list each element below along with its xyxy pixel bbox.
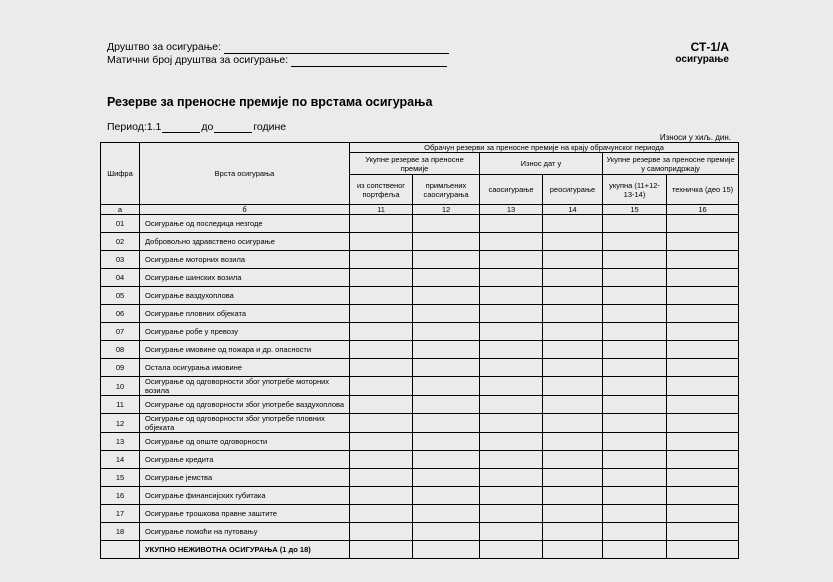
cell-total[interactable] — [603, 269, 667, 287]
header-share-given: Износ дат у — [480, 153, 603, 175]
reg-number-blank[interactable] — [291, 55, 447, 67]
cell-total[interactable] — [603, 523, 667, 541]
cell-total[interactable] — [603, 305, 667, 323]
cell-technical[interactable] — [667, 233, 739, 251]
cell-reinsurance[interactable] — [543, 487, 603, 505]
cell-received[interactable] — [413, 469, 480, 487]
company-label: Друштво за осигурање: — [107, 41, 221, 53]
reserves-table — [100, 142, 739, 559]
reg-number-label: Матични број друштва за осигурање: — [107, 54, 289, 66]
cell-technical[interactable] — [667, 215, 739, 233]
row-insurance-type: Осигурање од одговорности због употребе моторних возила — [140, 377, 350, 396]
row-insurance-type: Осигурање од одговорности због употребе ваздухоплова — [140, 396, 350, 414]
row-insurance-type: Осигурање имовине од пожара и др. опасности — [140, 341, 350, 359]
header-total: укупна (11+12-13-14) — [603, 175, 667, 205]
cell-own[interactable] — [350, 305, 413, 323]
table-row — [101, 505, 739, 523]
column-number: 15 — [603, 205, 667, 215]
cell-total[interactable] — [603, 323, 667, 341]
row-code: 01 — [101, 215, 140, 233]
table-row — [101, 414, 739, 433]
cell-total[interactable] — [603, 433, 667, 451]
row-insurance-type: Осигурање од одговорности због употребе пловних објеката — [140, 414, 350, 433]
cell-own[interactable] — [350, 215, 413, 233]
cell-received[interactable] — [413, 341, 480, 359]
cell-reinsurance[interactable] — [543, 523, 603, 541]
form-code-block — [675, 40, 729, 66]
row-code: 08 — [101, 341, 140, 359]
cell-technical[interactable] — [667, 251, 739, 269]
cell-received[interactable] — [413, 323, 480, 341]
column-number: 16 — [667, 205, 739, 215]
table-row — [101, 487, 739, 505]
row-code: 05 — [101, 287, 140, 305]
company-header — [107, 41, 449, 67]
period-from-blank[interactable] — [162, 122, 200, 133]
table-row — [101, 433, 739, 451]
units-note: Износи у хиљ. дин. — [659, 133, 731, 142]
cell-total[interactable] — [603, 505, 667, 523]
cell-reinsurance[interactable] — [543, 251, 603, 269]
row-insurance-type: Добровољно здравствено осигурање — [140, 233, 350, 251]
cell-reinsurance[interactable] — [543, 451, 603, 469]
cell-technical[interactable] — [667, 541, 739, 559]
cell-total[interactable] — [603, 469, 667, 487]
cell-own[interactable] — [350, 487, 413, 505]
cell-coinsurance[interactable] — [480, 287, 543, 305]
table-row — [101, 341, 739, 359]
cell-coinsurance[interactable] — [480, 341, 543, 359]
header-retention: Укупне резерве за преносне премије у самопридржају — [603, 153, 739, 175]
cell-coinsurance[interactable] — [480, 323, 543, 341]
cell-reinsurance[interactable] — [543, 505, 603, 523]
header-total-reserves: Укупне резерве за преносне премије — [350, 153, 480, 175]
cell-received[interactable] — [413, 414, 480, 433]
table-row — [101, 396, 739, 414]
row-code: 12 — [101, 414, 140, 433]
table-row — [101, 305, 739, 323]
cell-technical[interactable] — [667, 287, 739, 305]
cell-total[interactable] — [603, 233, 667, 251]
cell-received[interactable] — [413, 505, 480, 523]
cell-total[interactable] — [603, 341, 667, 359]
column-number: 12 — [413, 205, 480, 215]
column-number: 13 — [480, 205, 543, 215]
row-code: 16 — [101, 487, 140, 505]
column-number: 11 — [350, 205, 413, 215]
row-code: 03 — [101, 251, 140, 269]
cell-technical[interactable] — [667, 523, 739, 541]
cell-reinsurance[interactable] — [543, 233, 603, 251]
cell-own[interactable] — [350, 359, 413, 377]
cell-technical[interactable] — [667, 505, 739, 523]
row-code: 18 — [101, 523, 140, 541]
cell-reinsurance[interactable] — [543, 433, 603, 451]
cell-total[interactable] — [603, 541, 667, 559]
row-code: 09 — [101, 359, 140, 377]
row-code — [101, 541, 140, 559]
row-code: 07 — [101, 323, 140, 341]
table-row — [101, 251, 739, 269]
cell-reinsurance[interactable] — [543, 341, 603, 359]
row-code: 17 — [101, 505, 140, 523]
cell-technical[interactable] — [667, 433, 739, 451]
cell-received[interactable] — [413, 287, 480, 305]
row-insurance-type: Остала осигурања имовине — [140, 359, 350, 377]
header-technical: техничка (део 15) — [667, 175, 739, 205]
cell-total[interactable] — [603, 251, 667, 269]
table-row — [101, 215, 739, 233]
header-reinsurance: реосигурање — [543, 175, 603, 205]
cell-technical[interactable] — [667, 469, 739, 487]
row-code: 06 — [101, 305, 140, 323]
cell-reinsurance[interactable] — [543, 215, 603, 233]
cell-received[interactable] — [413, 359, 480, 377]
cell-received[interactable] — [413, 233, 480, 251]
row-insurance-type: Осигурање помоћи на путовању — [140, 523, 350, 541]
table-row — [101, 233, 739, 251]
cell-own[interactable] — [350, 377, 413, 396]
cell-own[interactable] — [350, 433, 413, 451]
cell-own[interactable] — [350, 414, 413, 433]
row-insurance-type: Осигурање шинских возила — [140, 269, 350, 287]
cell-reinsurance[interactable] — [543, 469, 603, 487]
cell-coinsurance[interactable] — [480, 251, 543, 269]
table-row — [101, 359, 739, 377]
cell-own[interactable] — [350, 541, 413, 559]
cell-received[interactable] — [413, 377, 480, 396]
cell-own[interactable] — [350, 396, 413, 414]
cell-own[interactable] — [350, 451, 413, 469]
table-row — [101, 287, 739, 305]
cell-technical[interactable] — [667, 451, 739, 469]
cell-technical[interactable] — [667, 305, 739, 323]
cell-coinsurance[interactable] — [480, 469, 543, 487]
row-insurance-type: Осигурање робе у превозу — [140, 323, 350, 341]
form-subtitle: осигурање — [675, 54, 729, 65]
row-insurance-type: Осигурање пловних објеката — [140, 305, 350, 323]
cell-own[interactable] — [350, 523, 413, 541]
cell-own[interactable] — [350, 469, 413, 487]
period-year-label: године — [253, 121, 287, 133]
cell-own[interactable] — [350, 341, 413, 359]
document-title: Резерве за преносне премије по врстама осигурања — [107, 95, 433, 109]
cell-reinsurance[interactable] — [543, 323, 603, 341]
period-line — [107, 121, 286, 133]
row-insurance-type: УКУПНО НЕЖИВОТНА ОСИГУРАЊА (1 до 18) — [140, 541, 350, 559]
cell-coinsurance[interactable] — [480, 215, 543, 233]
cell-total[interactable] — [603, 487, 667, 505]
column-number: 14 — [543, 205, 603, 215]
cell-own[interactable] — [350, 269, 413, 287]
table-row — [101, 523, 739, 541]
cell-reinsurance[interactable] — [543, 541, 603, 559]
column-number: а — [101, 205, 140, 215]
period-to-label: до — [201, 121, 214, 133]
cell-total[interactable] — [603, 215, 667, 233]
cell-coinsurance[interactable] — [480, 451, 543, 469]
cell-technical[interactable] — [667, 341, 739, 359]
cell-reinsurance[interactable] — [543, 414, 603, 433]
cell-coinsurance[interactable] — [480, 505, 543, 523]
header-main-group: Обрачун резерви за преносне премије на крају обрачунског периода — [350, 143, 739, 153]
cell-received[interactable] — [413, 523, 480, 541]
row-insurance-type: Осигурање јемства — [140, 469, 350, 487]
reg-number-line — [107, 54, 449, 67]
cell-reinsurance[interactable] — [543, 287, 603, 305]
cell-reinsurance[interactable] — [543, 269, 603, 287]
cell-total[interactable] — [603, 451, 667, 469]
cell-reinsurance[interactable] — [543, 377, 603, 396]
cell-technical[interactable] — [667, 269, 739, 287]
cell-own[interactable] — [350, 505, 413, 523]
header-code: Шифра — [101, 143, 140, 205]
cell-technical[interactable] — [667, 414, 739, 433]
cell-coinsurance[interactable] — [480, 487, 543, 505]
row-code: 13 — [101, 433, 140, 451]
row-insurance-type: Осигурање моторних возила — [140, 251, 350, 269]
period-label: Период:1.1 — [107, 121, 162, 133]
cell-own[interactable] — [350, 233, 413, 251]
cell-technical[interactable] — [667, 359, 739, 377]
row-insurance-type: Осигурање финансијских губитака — [140, 487, 350, 505]
total-row — [101, 541, 739, 559]
cell-received[interactable] — [413, 451, 480, 469]
header-received-coinsurance: примљених саосигурања — [413, 175, 480, 205]
cell-own[interactable] — [350, 323, 413, 341]
cell-technical[interactable] — [667, 487, 739, 505]
form-code: СТ-1/А — [690, 40, 729, 54]
cell-coinsurance[interactable] — [480, 433, 543, 451]
cell-received[interactable] — [413, 269, 480, 287]
cell-own[interactable] — [350, 287, 413, 305]
row-insurance-type: Осигурање кредита — [140, 451, 350, 469]
row-insurance-type: Осигурање ваздухоплова — [140, 287, 350, 305]
cell-coinsurance[interactable] — [480, 541, 543, 559]
table-row — [101, 323, 739, 341]
table-row — [101, 469, 739, 487]
table-row — [101, 269, 739, 287]
cell-total[interactable] — [603, 359, 667, 377]
table-row — [101, 377, 739, 396]
row-code: 15 — [101, 469, 140, 487]
cell-coinsurance[interactable] — [480, 305, 543, 323]
header-coinsurance: саосигурање — [480, 175, 543, 205]
row-insurance-type: Осигурање од последица незгоде — [140, 215, 350, 233]
cell-reinsurance[interactable] — [543, 396, 603, 414]
period-to-blank[interactable] — [214, 122, 252, 133]
cell-coinsurance[interactable] — [480, 233, 543, 251]
cell-received[interactable] — [413, 396, 480, 414]
company-name-blank[interactable] — [224, 42, 449, 54]
cell-total[interactable] — [603, 377, 667, 396]
cell-own[interactable] — [350, 251, 413, 269]
cell-technical[interactable] — [667, 377, 739, 396]
header-own-portfolio: из сопственог портфеља — [350, 175, 413, 205]
cell-total[interactable] — [603, 287, 667, 305]
cell-received[interactable] — [413, 215, 480, 233]
cell-received[interactable] — [413, 433, 480, 451]
company-line — [107, 41, 449, 54]
cell-technical[interactable] — [667, 323, 739, 341]
cell-received[interactable] — [413, 305, 480, 323]
row-code: 10 — [101, 377, 140, 396]
cell-technical[interactable] — [667, 396, 739, 414]
column-number-row — [101, 205, 739, 215]
cell-coinsurance[interactable] — [480, 377, 543, 396]
row-code: 02 — [101, 233, 140, 251]
cell-received[interactable] — [413, 487, 480, 505]
cell-received[interactable] — [413, 541, 480, 559]
row-code: 14 — [101, 451, 140, 469]
row-code: 11 — [101, 396, 140, 414]
table-row — [101, 451, 739, 469]
cell-total[interactable] — [603, 414, 667, 433]
cell-received[interactable] — [413, 251, 480, 269]
cell-total[interactable] — [603, 396, 667, 414]
cell-reinsurance[interactable] — [543, 359, 603, 377]
header-type: Врста осигурања — [140, 143, 350, 205]
cell-coinsurance[interactable] — [480, 396, 543, 414]
cell-coinsurance[interactable] — [480, 269, 543, 287]
row-code: 04 — [101, 269, 140, 287]
row-insurance-type: Осигурање трошкова правне заштите — [140, 505, 350, 523]
row-insurance-type: Осигурање од опште одговорности — [140, 433, 350, 451]
cell-coinsurance[interactable] — [480, 523, 543, 541]
column-number: б — [140, 205, 350, 215]
cell-reinsurance[interactable] — [543, 305, 603, 323]
cell-coinsurance[interactable] — [480, 359, 543, 377]
cell-coinsurance[interactable] — [480, 414, 543, 433]
